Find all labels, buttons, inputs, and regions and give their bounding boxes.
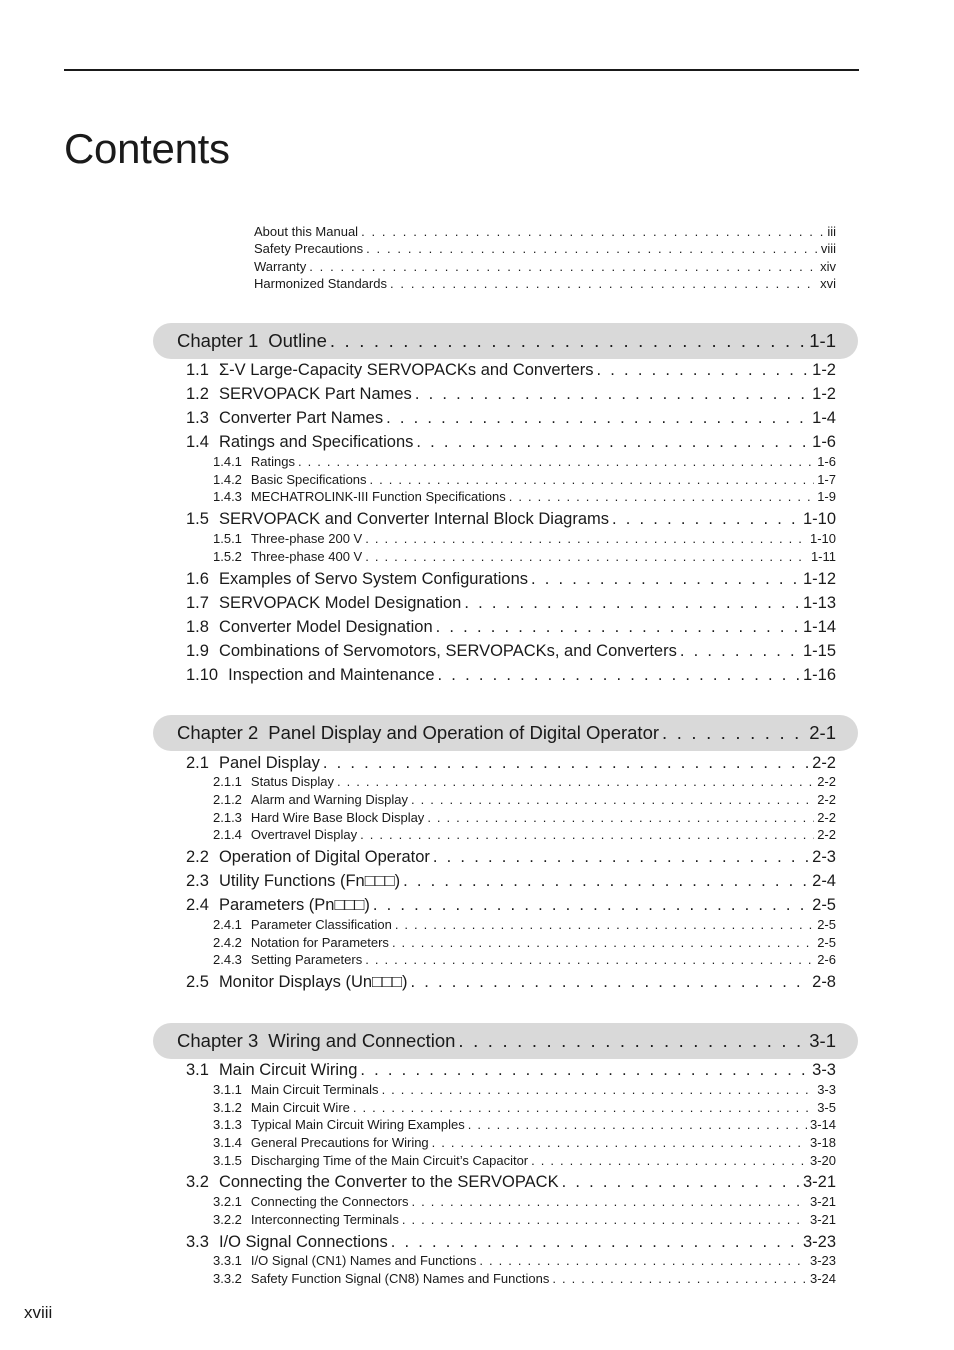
section-title: Parameters (Pn□□□) bbox=[218, 896, 370, 914]
subsection-page: 3-21 bbox=[809, 1212, 836, 1227]
toc-section[interactable] bbox=[186, 663, 836, 687]
toc-subsection[interactable] bbox=[213, 1193, 836, 1211]
section-page: 2-8 bbox=[812, 973, 836, 991]
section-title: SERVOPACK and Converter Internal Block Diagrams bbox=[218, 510, 609, 528]
entry-title: Safety Precautions bbox=[254, 241, 364, 256]
leader-dots bbox=[353, 1099, 814, 1117]
subsection-page: 3-20 bbox=[809, 1153, 836, 1168]
toc-subsection[interactable] bbox=[213, 548, 836, 566]
section-number: 2.1 bbox=[186, 754, 209, 772]
section-title: SERVOPACK Part Names bbox=[218, 385, 412, 403]
leader-dots bbox=[395, 916, 814, 934]
subsection-number: 2.1.1 bbox=[213, 774, 242, 789]
subsection-page: 1-11 bbox=[810, 549, 836, 564]
toc-subsection[interactable] bbox=[213, 530, 836, 548]
chapter-title: Panel Display and Operation of Digital Operator bbox=[268, 722, 660, 743]
entry-page: iii bbox=[827, 224, 836, 239]
subsection-number: 3.1.2 bbox=[213, 1100, 242, 1115]
toc-subsection[interactable] bbox=[213, 488, 836, 506]
toc-subsection[interactable] bbox=[213, 916, 836, 934]
subsection-title: Status Display bbox=[250, 774, 335, 789]
subsection-page: 2-2 bbox=[817, 827, 836, 842]
toc-subsection[interactable] bbox=[213, 1134, 836, 1152]
toc-section[interactable] bbox=[186, 639, 836, 663]
toc-front-entry[interactable] bbox=[254, 275, 836, 292]
toc-section[interactable] bbox=[186, 406, 836, 430]
subsection-page: 3-24 bbox=[809, 1271, 836, 1286]
leader-dots bbox=[366, 240, 818, 257]
subsection-title: Three-phase 400 V bbox=[250, 549, 363, 564]
subsection-title: Hard Wire Base Block Display bbox=[250, 810, 425, 825]
leader-dots bbox=[432, 1134, 807, 1152]
toc-section[interactable] bbox=[186, 591, 836, 615]
leader-dots bbox=[438, 663, 800, 687]
subsection-number: 3.2.2 bbox=[213, 1212, 242, 1227]
subsection-number: 1.4.2 bbox=[213, 472, 242, 487]
leader-dots bbox=[365, 951, 814, 969]
subsection-page: 3-5 bbox=[817, 1100, 836, 1115]
subsection-number: 3.2.1 bbox=[213, 1194, 242, 1209]
chapter-number: Chapter 3 bbox=[177, 1030, 259, 1051]
subsection-number: 2.1.2 bbox=[213, 792, 242, 807]
subsection-title: Typical Main Circuit Wiring Examples bbox=[250, 1117, 465, 1132]
toc-section[interactable] bbox=[186, 1058, 836, 1082]
subsection-title: Interconnecting Terminals bbox=[250, 1212, 399, 1227]
toc-section[interactable] bbox=[186, 382, 836, 406]
entry-title: About this Manual bbox=[254, 224, 359, 239]
page-number: xviii bbox=[24, 1303, 53, 1322]
section-number: 1.4 bbox=[186, 433, 209, 451]
leader-dots bbox=[330, 323, 806, 359]
subsection-number: 2.1.4 bbox=[213, 827, 242, 842]
section-title: Examples of Servo System Configurations bbox=[218, 570, 528, 588]
subsection-title: Discharging Time of the Main Circuit’s Capacitor bbox=[250, 1153, 529, 1168]
section-number: 2.5 bbox=[186, 973, 209, 991]
section-number: 1.6 bbox=[186, 570, 209, 588]
section-page: 2-2 bbox=[812, 754, 836, 772]
leader-dots bbox=[382, 1081, 815, 1099]
toc-chapter-2[interactable] bbox=[153, 715, 858, 751]
subsection-number: 2.4.3 bbox=[213, 952, 242, 967]
toc-section[interactable] bbox=[186, 507, 836, 531]
section-title: Monitor Displays (Un□□□) bbox=[218, 973, 408, 991]
toc-subsection[interactable] bbox=[213, 1116, 836, 1134]
entry-title: Harmonized Standards bbox=[254, 276, 387, 291]
leader-dots bbox=[531, 567, 800, 591]
subsection-title: Safety Function Signal (CN8) Names and Functions bbox=[250, 1271, 550, 1286]
subsection-title: Setting Parameters bbox=[250, 952, 363, 967]
toc-section[interactable] bbox=[186, 1230, 836, 1254]
toc-section[interactable] bbox=[186, 567, 836, 591]
section-number: 3.1 bbox=[186, 1061, 209, 1079]
leader-dots bbox=[597, 358, 810, 382]
subsection-number: 3.1.4 bbox=[213, 1135, 242, 1150]
section-title: Utility Functions (Fn□□□) bbox=[218, 872, 401, 890]
leader-dots bbox=[360, 826, 814, 844]
section-title: Connecting the Converter to the SERVOPACK bbox=[218, 1173, 559, 1191]
subsection-title: Parameter Classification bbox=[250, 917, 392, 932]
subsection-page: 2-2 bbox=[817, 774, 836, 789]
toc-section[interactable] bbox=[186, 751, 836, 775]
section-title: Operation of Digital Operator bbox=[218, 848, 430, 866]
leader-dots bbox=[436, 615, 800, 639]
subsection-number: 3.1.1 bbox=[213, 1082, 242, 1097]
toc-subsection[interactable] bbox=[213, 791, 836, 809]
leader-dots bbox=[392, 934, 814, 952]
toc-section[interactable] bbox=[186, 1170, 836, 1194]
section-title: I/O Signal Connections bbox=[218, 1233, 388, 1251]
toc-section[interactable] bbox=[186, 845, 836, 869]
section-number: 3.3 bbox=[186, 1233, 209, 1251]
entry-title: Warranty bbox=[254, 259, 307, 274]
section-page: 1-16 bbox=[802, 666, 836, 684]
section-number: 1.5 bbox=[186, 510, 209, 528]
section-page: 1-12 bbox=[802, 570, 836, 588]
subsection-page: 2-2 bbox=[817, 810, 836, 825]
section-page: 1-10 bbox=[802, 510, 836, 528]
chapter-title: Outline bbox=[268, 330, 327, 351]
leader-dots bbox=[468, 1116, 807, 1134]
section-page: 1-15 bbox=[802, 642, 836, 660]
section-page: 3-21 bbox=[802, 1173, 836, 1191]
section-page: 1-6 bbox=[812, 433, 836, 451]
subsection-number: 3.3.1 bbox=[213, 1253, 242, 1268]
leader-dots bbox=[427, 809, 814, 827]
chapter-number: Chapter 1 bbox=[177, 330, 259, 351]
toc-section[interactable] bbox=[186, 893, 836, 917]
section-page: 1-13 bbox=[802, 594, 836, 612]
leader-dots bbox=[662, 715, 806, 751]
section-title: Converter Model Designation bbox=[218, 618, 433, 636]
leader-dots bbox=[410, 970, 809, 994]
section-page: 3-3 bbox=[812, 1061, 836, 1079]
leader-dots bbox=[552, 1270, 807, 1288]
subsection-page: 1-9 bbox=[817, 489, 836, 504]
subsection-title: Overtravel Display bbox=[250, 827, 358, 842]
leader-dots bbox=[370, 471, 815, 489]
leader-dots bbox=[464, 591, 800, 615]
subsection-page: 1-10 bbox=[809, 531, 836, 546]
subsection-title: Main Circuit Wire bbox=[250, 1100, 350, 1115]
toc-subsection[interactable] bbox=[213, 773, 836, 791]
section-title: Inspection and Maintenance bbox=[228, 666, 435, 684]
leader-dots bbox=[416, 430, 809, 454]
section-number: 1.3 bbox=[186, 409, 209, 427]
subsection-page: 3-23 bbox=[809, 1253, 836, 1268]
subsection-page: 3-3 bbox=[817, 1082, 836, 1097]
toc-chapter-1[interactable] bbox=[153, 323, 858, 359]
leader-dots bbox=[386, 406, 809, 430]
toc-front-entry[interactable] bbox=[254, 240, 836, 257]
leader-dots bbox=[433, 845, 809, 869]
section-page: 2-5 bbox=[812, 896, 836, 914]
leader-dots bbox=[531, 1152, 807, 1170]
leader-dots bbox=[411, 791, 814, 809]
section-number: 3.2 bbox=[186, 1173, 209, 1191]
toc-section[interactable] bbox=[186, 869, 836, 893]
section-number: 1.7 bbox=[186, 594, 209, 612]
section-page: 3-23 bbox=[802, 1233, 836, 1251]
subsection-title: I/O Signal (CN1) Names and Functions bbox=[250, 1253, 477, 1268]
subsection-number: 1.5.2 bbox=[213, 549, 242, 564]
section-page: 1-2 bbox=[812, 385, 836, 403]
toc-section[interactable] bbox=[186, 358, 836, 382]
section-number: 1.9 bbox=[186, 642, 209, 660]
section-page: 2-3 bbox=[812, 848, 836, 866]
section-page: 1-2 bbox=[812, 361, 836, 379]
section-title: Σ-V Large-Capacity SERVOPACKs and Converters bbox=[218, 361, 594, 379]
section-number: 2.4 bbox=[186, 896, 209, 914]
subsection-title: Connecting the Connectors bbox=[250, 1194, 409, 1209]
subsection-number: 3.1.3 bbox=[213, 1117, 242, 1132]
section-title: Panel Display bbox=[218, 754, 320, 772]
toc-front-entry[interactable] bbox=[254, 223, 836, 240]
chapter-page: 2-1 bbox=[809, 722, 836, 743]
leader-dots bbox=[479, 1252, 807, 1270]
section-page: 2-4 bbox=[812, 872, 836, 890]
section-title: Combinations of Servomotors, SERVOPACKs, and Converters bbox=[218, 642, 677, 660]
subsection-number: 1.5.1 bbox=[213, 531, 242, 546]
toc-subsection[interactable] bbox=[213, 1081, 836, 1099]
leader-dots bbox=[562, 1170, 800, 1194]
subsection-page: 2-2 bbox=[817, 792, 836, 807]
section-title: Converter Part Names bbox=[218, 409, 384, 427]
subsection-page: 2-5 bbox=[817, 917, 836, 932]
subsection-title: Three-phase 200 V bbox=[250, 531, 363, 546]
subsection-title: Notation for Parameters bbox=[250, 935, 389, 950]
section-title: SERVOPACK Model Designation bbox=[218, 594, 462, 612]
toc-section[interactable] bbox=[186, 430, 836, 454]
toc-subsection[interactable] bbox=[213, 1211, 836, 1229]
section-page: 1-14 bbox=[802, 618, 836, 636]
toc-subsection[interactable] bbox=[213, 934, 836, 952]
subsection-number: 3.3.2 bbox=[213, 1271, 242, 1286]
subsection-number: 2.4.2 bbox=[213, 935, 242, 950]
page-title: Contents bbox=[64, 125, 230, 172]
subsection-page: 2-6 bbox=[817, 952, 836, 967]
entry-page: viii bbox=[820, 241, 836, 256]
entry-page: xiv bbox=[820, 259, 836, 274]
subsection-title: Alarm and Warning Display bbox=[250, 792, 408, 807]
leader-dots bbox=[680, 639, 800, 663]
chapter-page: 1-1 bbox=[809, 330, 836, 351]
leader-dots bbox=[365, 548, 808, 566]
toc-section[interactable] bbox=[186, 615, 836, 639]
toc-subsection[interactable] bbox=[213, 809, 836, 827]
section-number: 1.1 bbox=[186, 361, 209, 379]
subsection-page: 3-21 bbox=[809, 1194, 836, 1209]
subsection-title: Ratings bbox=[250, 454, 295, 469]
leader-dots bbox=[337, 773, 814, 791]
subsection-title: Main Circuit Terminals bbox=[250, 1082, 379, 1097]
leader-dots bbox=[403, 869, 809, 893]
entry-page: xvi bbox=[820, 276, 836, 291]
subsection-page: 1-7 bbox=[817, 472, 836, 487]
subsection-title: Basic Specifications bbox=[250, 472, 367, 487]
subsection-page: 3-14 bbox=[809, 1117, 836, 1132]
toc-subsection[interactable] bbox=[213, 951, 836, 969]
leader-dots bbox=[509, 488, 814, 506]
section-page: 1-4 bbox=[812, 409, 836, 427]
toc-subsection[interactable] bbox=[213, 1152, 836, 1170]
subsection-number: 1.4.3 bbox=[213, 489, 242, 504]
toc-front-entry[interactable] bbox=[254, 258, 836, 275]
toc-subsection[interactable] bbox=[213, 1099, 836, 1117]
leader-dots bbox=[402, 1211, 807, 1229]
leader-dots bbox=[309, 258, 817, 275]
subsection-number: 1.4.1 bbox=[213, 454, 242, 469]
leader-dots bbox=[361, 223, 824, 240]
leader-dots bbox=[390, 275, 817, 292]
subsection-title: MECHATROLINK-III Function Specifications bbox=[250, 489, 506, 504]
subsection-page: 1-6 bbox=[817, 454, 836, 469]
toc-subsection[interactable] bbox=[213, 826, 836, 844]
subsection-page: 2-5 bbox=[817, 935, 836, 950]
section-title: Ratings and Specifications bbox=[218, 433, 414, 451]
leader-dots bbox=[360, 1058, 809, 1082]
section-number: 1.10 bbox=[186, 666, 219, 684]
toc-chapter-3[interactable] bbox=[153, 1023, 858, 1059]
leader-dots bbox=[373, 893, 809, 917]
subsection-title: General Precautions for Wiring bbox=[250, 1135, 429, 1150]
chapter-number: Chapter 2 bbox=[177, 722, 259, 743]
subsection-number: 3.1.5 bbox=[213, 1153, 242, 1168]
chapter-title: Wiring and Connection bbox=[268, 1030, 456, 1051]
leader-dots bbox=[298, 453, 814, 471]
chapter-page: 3-1 bbox=[809, 1030, 836, 1051]
toc-subsection[interactable] bbox=[213, 453, 836, 471]
leader-dots bbox=[458, 1023, 806, 1059]
toc-subsection[interactable] bbox=[213, 471, 836, 489]
section-number: 1.8 bbox=[186, 618, 209, 636]
subsection-page: 3-18 bbox=[809, 1135, 836, 1150]
leader-dots bbox=[391, 1230, 800, 1254]
leader-dots bbox=[612, 507, 800, 531]
leader-dots bbox=[415, 382, 809, 406]
leader-dots bbox=[323, 751, 809, 775]
toc-subsection[interactable] bbox=[213, 1252, 836, 1270]
subsection-number: 2.4.1 bbox=[213, 917, 242, 932]
section-number: 2.3 bbox=[186, 872, 209, 890]
section-number: 1.2 bbox=[186, 385, 209, 403]
toc-subsection[interactable] bbox=[213, 1270, 836, 1288]
leader-dots bbox=[365, 530, 807, 548]
section-title: Main Circuit Wiring bbox=[218, 1061, 358, 1079]
leader-dots bbox=[411, 1193, 807, 1211]
subsection-number: 2.1.3 bbox=[213, 810, 242, 825]
section-number: 2.2 bbox=[186, 848, 209, 866]
toc-section[interactable] bbox=[186, 970, 836, 994]
